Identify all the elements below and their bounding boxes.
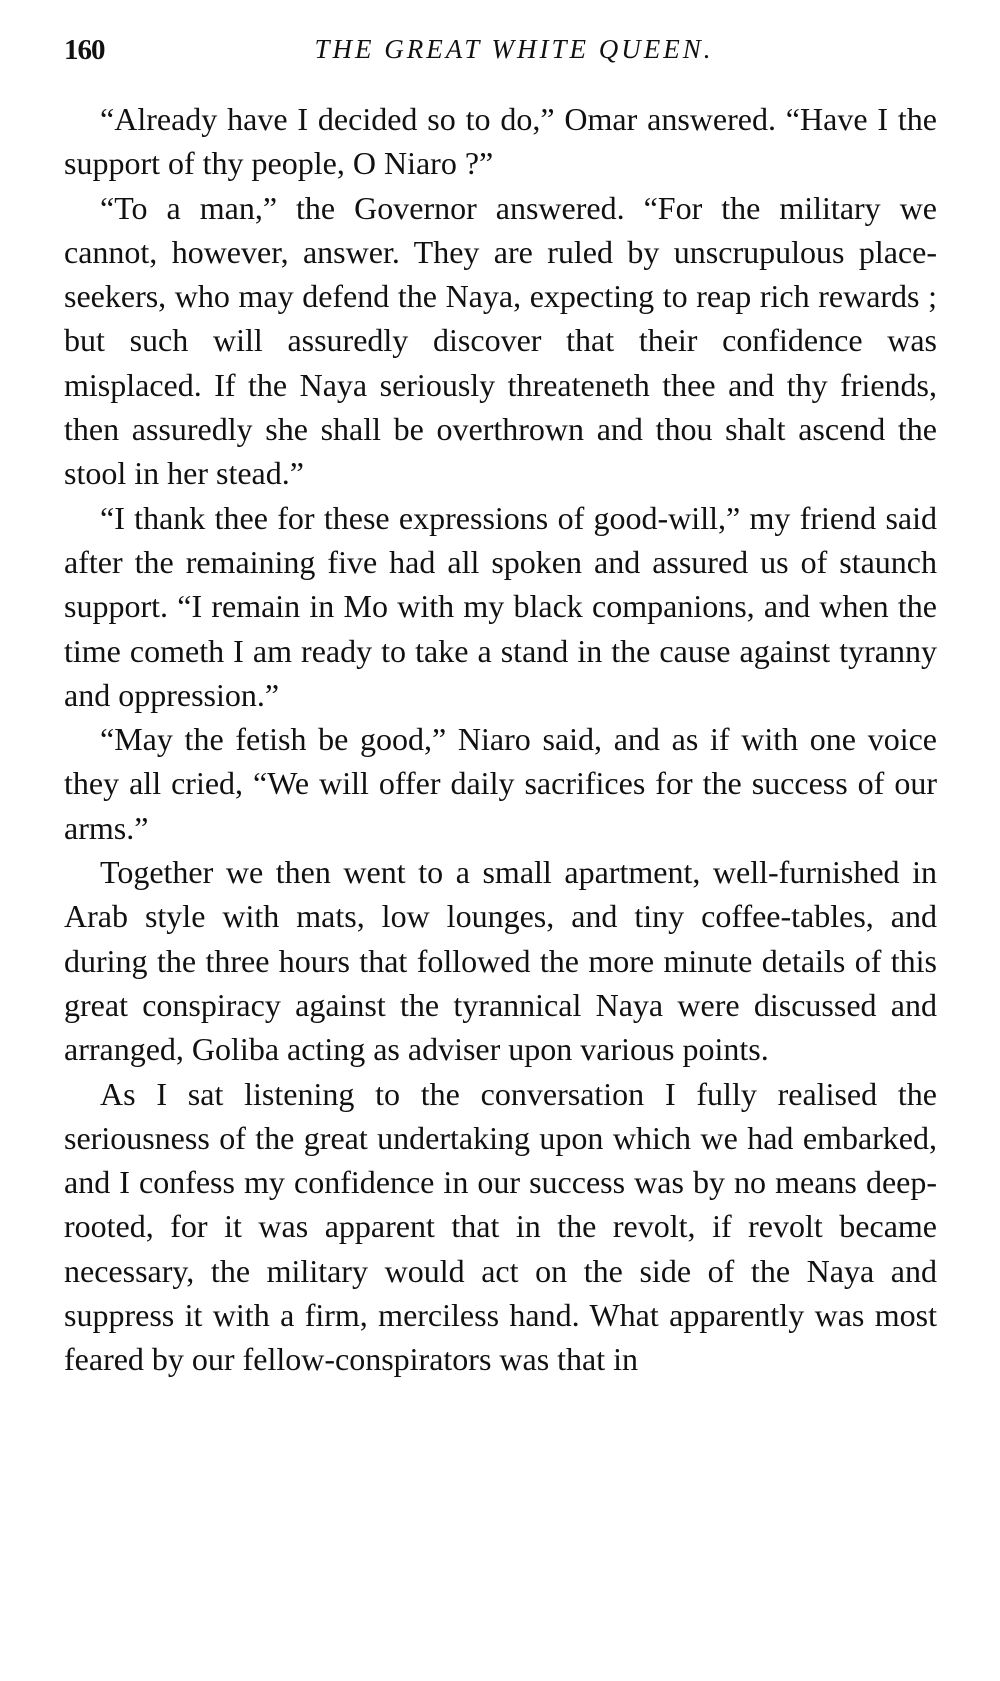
page-number: 160 [64, 34, 105, 66]
paragraph: As I sat listening to the conversation I fully realised the seriousness of the great undertaking upon which we had embarked, and I confess my confidence in our success was by no means deep-rooted, for it was apparent that in the revolt, if revolt became necessary, the military would act on the side of the Naya and suppress it with a firm, merciless hand. What apparently was most feared by our fellow-conspirators was that in [64, 1075, 937, 1378]
running-title: THE GREAT WHITE QUEEN. [314, 34, 714, 64]
page-header [64, 34, 924, 74]
paragraph: Together we then went to a small apartment, well-furnished in Arab style with mats, low lounges, and tiny coffee-tables, and during the three hours that followed the more minute details of this great conspiracy against the tyrannical Naya were discussed and arranged, Goliba acting as adviser upon various points. [64, 854, 937, 1068]
paragraph: “Already have I decided so to do,” Omar answered. “Have I the support of thy people, O Niaro ?” [64, 101, 937, 182]
body-text [64, 97, 937, 1382]
paragraph: “To a man,” the Governor answered. “For the military we cannot, however, answer. They are ruled by unscrupulous place-seekers, who may defend the Naya, expecting to reap rich rewards ; but such will assuredly discover that their confidence was misplaced. If the Naya seriously threateneth thee and thy friends, then assuredly she shall be overthrown and thou shalt ascend the stool in her stead.” [64, 189, 937, 492]
paragraph: “May the fetish be good,” Niaro said, and as if with one voice they all cried, “We will offer daily sacrifices for the success of our arms.” [64, 721, 937, 846]
paragraph: “I thank thee for these expressions of good-will,” my friend said after the remaining five had all spoken and assured us of staunch support. “I remain in Mo with my black companions, and when the time cometh I am ready to take a stand in the cause against tyranny and oppression.” [64, 499, 937, 713]
